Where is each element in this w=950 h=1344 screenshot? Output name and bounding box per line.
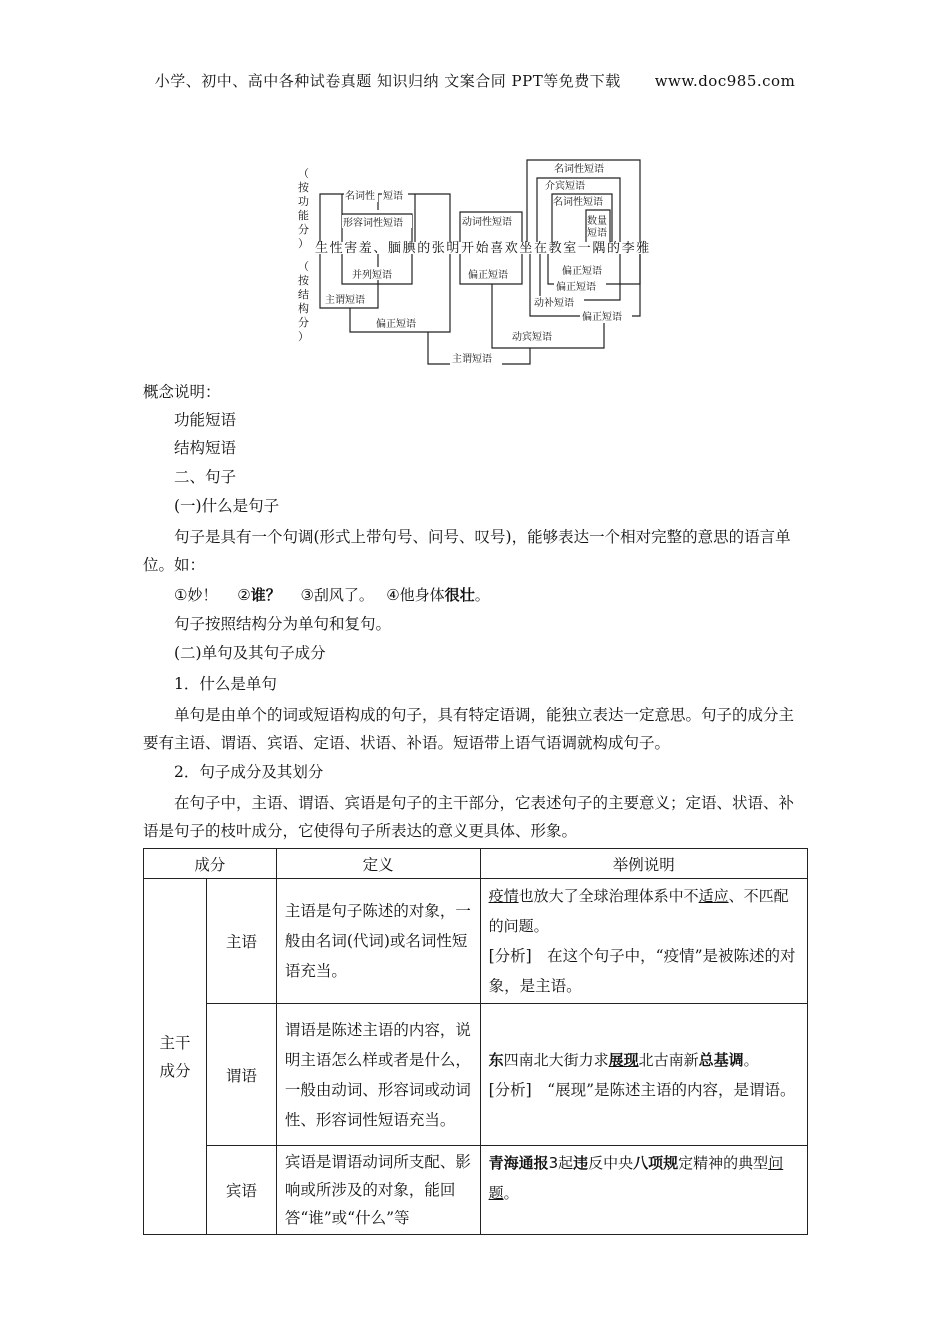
left-label-structure [298, 260, 310, 343]
diagram-sentence-char: 始 [475, 241, 489, 256]
row-name-object: 宾语 [206, 1146, 276, 1235]
row-name-predicate: 谓语 [206, 1004, 276, 1146]
example-2a: ② [237, 586, 251, 604]
diagram-sentence-char: 的 [607, 241, 621, 256]
ex-subject-a: 疫情 [488, 887, 519, 905]
ex-predicate-c: 展现 [608, 1050, 639, 1069]
example-line [143, 581, 808, 609]
example-4c: 壮 [459, 586, 475, 604]
diagram-label-top-char: （ [298, 167, 309, 180]
ex-object-d: 反中央 [588, 1154, 634, 1172]
example-2b: 谁？ [250, 586, 281, 604]
ex-object-h: 。 [503, 1184, 519, 1202]
diagram-sentence-char: 喜 [490, 241, 504, 256]
diagram-sentence-char: 腆 [402, 241, 416, 256]
header-text: 小学、初中、高中各种试卷真题 知识归纳 文案合同 PPT等免费下载 [154, 72, 621, 90]
diagram-sentence-char: 明 [446, 241, 460, 256]
ex-subject-c: 适应 [698, 887, 729, 905]
diagram-sentence-char: 在 [534, 241, 548, 256]
ex-predicate-a: 东 [488, 1050, 504, 1069]
diagram-label-top-char: 功 [298, 195, 309, 208]
func-phrase: 功能短语 [174, 411, 237, 429]
label-verb-comp: 动补短语 [534, 298, 574, 309]
label-noun-inner: 名词性短语 [553, 197, 603, 208]
label-modifier-1: 偏正短语 [376, 319, 416, 330]
label-quant-2: 短语 [587, 228, 607, 239]
label-prep: 介宾短语 [545, 181, 585, 192]
diagram-labels [323, 162, 632, 365]
header-url: www.doc985.com [654, 72, 796, 90]
diagram-label-top-char: 按 [298, 181, 309, 194]
row-def-object: 宾语是谓语动词所支配、影响或所涉及的对象，能回答“谁”或“什么”等 [276, 1146, 480, 1235]
diagram-label-bottom-char: ） [298, 330, 309, 343]
subsection-simple-sentence: (二)单句及其句子成分 [174, 644, 326, 662]
diagram-sentence-char: 一 [577, 241, 591, 256]
item-what-is-simple: 1．什么是单句 [174, 675, 277, 693]
row-def-predicate: 谓语是陈述主语的内容，说明主语怎么样或者是什么，一般由动词、形容词或动词性、形容词性短语充当。 [276, 1004, 480, 1146]
diagram-label-bottom-char: 分 [298, 316, 309, 329]
label-subj-pred-1: 主谓短语 [325, 295, 365, 306]
diagram-label-bottom-char: 结 [298, 288, 309, 301]
diagram-sentence-char: 、 [373, 241, 387, 256]
diagram-sentence-char: 教 [548, 241, 562, 256]
ex-predicate-f: 。 [743, 1050, 759, 1069]
diagram-sentence-char: 开 [461, 241, 475, 256]
section-sentence: 二、句子 [174, 468, 237, 486]
analysis-predicate: [分析] “展现”是陈述主语的内容，是谓语。 [488, 1080, 796, 1099]
table-row [144, 1146, 808, 1235]
label-subj-pred-2: 主谓短语 [452, 354, 492, 365]
row-ex-subject [480, 879, 807, 1004]
label-noun-left: 名词性 [345, 191, 375, 202]
example-3: ③刮风了。 [300, 586, 367, 604]
diagram-label-bottom-char: （ [298, 260, 309, 273]
diagram-sentence-char: 欢 [504, 241, 518, 256]
paragraph-simple-def: 单句是由单个的词或短语构成的句子，具有特定语调，能独立表达一定意思。句子的成分主要有主语、谓语、宾语、定语、状语、补语。短语带上语气语调就构成句子。 [143, 706, 795, 752]
row-ex-object [480, 1146, 807, 1235]
diagram-label-bottom-char: 按 [298, 274, 309, 287]
ex-subject-d: 、不匹配的 [488, 887, 789, 935]
header-component: 成分 [144, 849, 277, 879]
group-main: 主干成分 [144, 879, 207, 1235]
diagram-sentence [315, 240, 649, 256]
diagram-sentence-char: 生 [315, 241, 329, 256]
ex-object-g: 问题 [488, 1154, 784, 1202]
concept-title: 概念说明： [143, 383, 221, 401]
diagram-sentence-char: 腼 [388, 241, 402, 256]
ex-subject-b: 也放大了全球治理体系中不 [518, 887, 699, 905]
paragraph-sentence-def: 句子是具有一个句调(形式上带句号、问号、叹号)，能够表达一个相对完整的意思的语言单位。如： [143, 528, 791, 574]
ex-object-f: 定精神的典型 [678, 1154, 769, 1172]
paragraph-components: 在句子中，主语、谓语、宾语是句子的主干部分，它表述句子的主要意义；定语、状语、补语是句子的枝叶成分，它使得句子所表达的意义更具体、形象。 [143, 794, 795, 840]
diagram-label-top-char: ） [298, 237, 309, 250]
diagram-sentence-char: 羞 [358, 241, 372, 256]
row-ex-predicate [480, 1004, 807, 1146]
table-row [144, 1004, 808, 1146]
label-modifier-2: 偏正短语 [468, 270, 508, 281]
label-noun-left2: 短语 [383, 191, 403, 202]
label-verb-obj: 动宾短语 [512, 332, 552, 343]
diagram-sentence-char: 李 [621, 241, 635, 256]
label-coord: 并列短语 [352, 270, 392, 281]
label-modifier-6: 偏正短语 [582, 312, 622, 323]
row-def-subject: 主语是句子陈述的对象，一般由名词(代词)或名词性短语充当。 [276, 879, 480, 1004]
diagram-label-top-char: 分 [298, 223, 309, 236]
ex-predicate-e: 总基调 [698, 1050, 744, 1069]
ex-subject-f: 。 [533, 917, 549, 935]
subsection-what-is-sentence: (一)什么是句子 [174, 497, 280, 515]
label-adj: 形容词性短语 [343, 218, 403, 229]
struct-phrase: 结构短语 [174, 439, 237, 457]
item-components: 2．句子成分及其划分 [174, 763, 324, 781]
page-header [0, 70, 950, 91]
ex-object-a: 青海通报 [488, 1154, 549, 1172]
label-verb: 动词性短语 [462, 217, 512, 228]
diagram-sentence-char: 张 [431, 241, 445, 256]
table-header-row [144, 849, 808, 879]
example-4a: ④他身体 [386, 586, 445, 604]
table-row [144, 879, 808, 1004]
diagram-label-bottom-char: 构 [298, 302, 309, 315]
diagram-sentence-char: 隅 [592, 241, 606, 256]
diagram-sentence-char: 室 [563, 241, 577, 256]
ex-predicate-d: 北古南新 [638, 1050, 699, 1069]
left-label-function [298, 167, 310, 250]
label-quant-1: 数量 [587, 216, 607, 227]
diagram-sentence-char: 性 [329, 241, 343, 256]
diagram-sentence-char: 坐 [519, 241, 533, 256]
row-name-subject: 主语 [206, 879, 276, 1004]
example-1: ①妙！ [174, 586, 218, 604]
label-modifier-3: 偏正短语 [562, 266, 602, 277]
diagram-sentence-char: 雅 [636, 241, 650, 256]
header-definition: 定义 [276, 849, 480, 879]
paragraph-structure: 句子按照结构分为单句和复句。 [174, 615, 392, 633]
label-noun-right: 名词性短语 [554, 164, 604, 175]
diagram-sentence-char: 的 [417, 241, 431, 256]
diagram-sentence-char: 害 [344, 241, 358, 256]
ex-object-e: 八项规 [633, 1154, 679, 1172]
analysis-subject: [分析] 在这个句子中，“疫情”是被陈述的对象，是主语。 [488, 947, 796, 995]
ex-predicate-b: 四南北大街力求 [503, 1050, 609, 1069]
header-example: 举例说明 [480, 849, 807, 879]
phrase-structure-diagram [290, 152, 665, 370]
example-4b: 很 [444, 586, 460, 604]
components-table [143, 848, 808, 1235]
ex-subject-e: 问题 [503, 917, 534, 935]
label-modifier-4: 偏正短语 [556, 282, 596, 293]
ex-object-b: 3起 [548, 1154, 574, 1172]
ex-object-c: 违 [573, 1154, 589, 1172]
example-4d: 。 [474, 586, 490, 604]
diagram-label-top-char: 能 [298, 209, 309, 222]
